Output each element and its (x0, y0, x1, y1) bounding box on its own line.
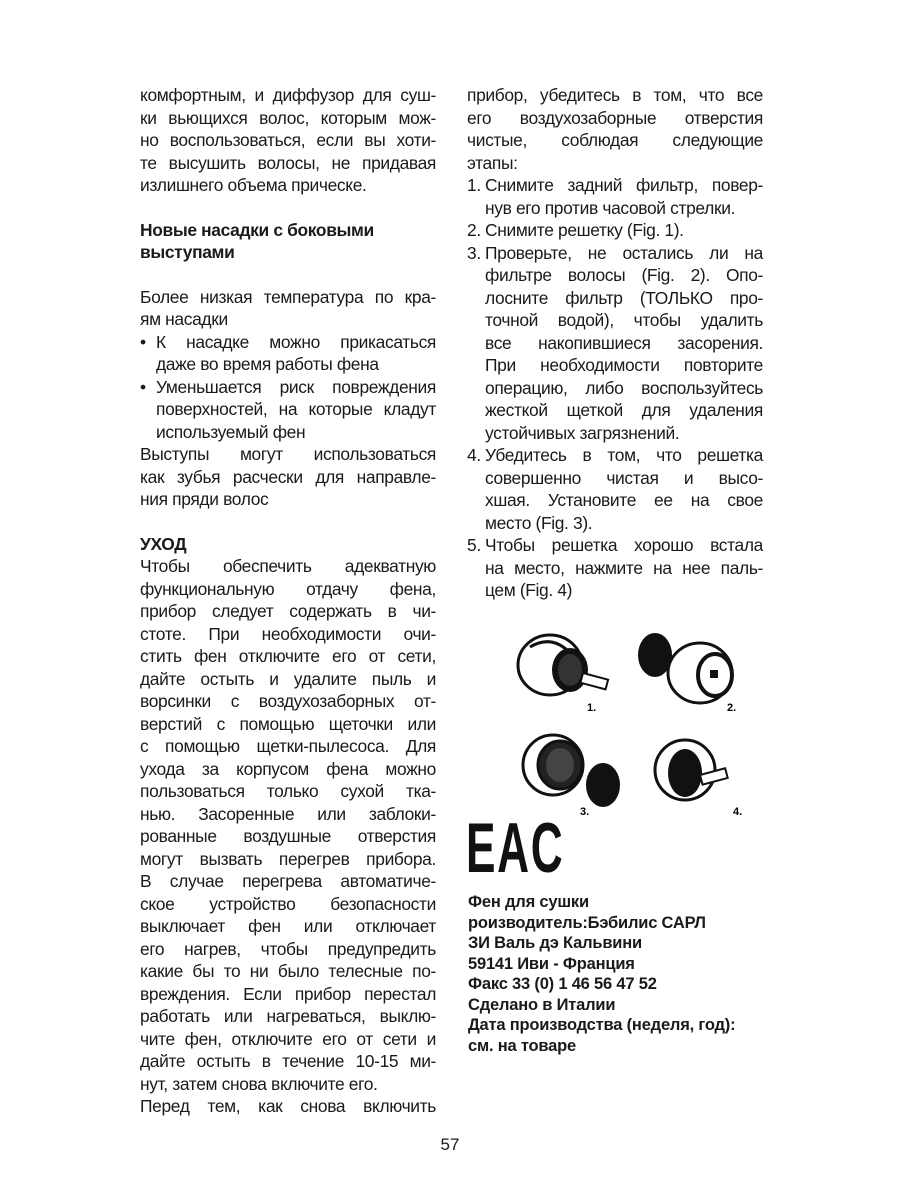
fax: Факс 33 (0) 1 46 56 47 52 (468, 975, 657, 993)
text-line: его воздухозаборные отверстия (467, 107, 763, 128)
left-column (140, 84, 436, 1118)
text-line: используемый фен (156, 421, 306, 442)
right-column (467, 84, 763, 602)
text-line: цем (Fig. 4) (485, 580, 573, 600)
text-line: ки вьющихся волос, которым мож- (140, 107, 436, 128)
text-line: комфортным, и диффузор для суш- (140, 85, 436, 105)
text-line: Снимите задний фильтр, повер- (485, 175, 763, 195)
filter-cleaning-figures (505, 625, 760, 820)
address-city: 59141 Иви - Франция (468, 954, 635, 973)
list-item (467, 219, 763, 242)
text-line: ухода за корпусом фена можно (140, 758, 436, 779)
text-line: вреждения. Если прибор перестал (140, 983, 436, 1004)
page-number: 57 (440, 1135, 460, 1154)
text-line: Убедитесь в том, что решетка (485, 445, 763, 465)
text-line: выступами (140, 242, 235, 262)
list-number: 3. (467, 242, 481, 263)
text-line: те высушить волосы, не придавая (140, 152, 436, 173)
text-line: но воспользоваться, если вы хоти- (140, 130, 436, 150)
text-line: этапы: (467, 152, 518, 173)
bullet-marker: • (140, 331, 146, 352)
text-line: излишнего объема прическе. (140, 175, 367, 195)
text-line: нув его против часовой стрелки. (485, 197, 736, 218)
text-line: какие бы то ни было телесные по- (140, 961, 436, 981)
text-line: чите фен, отключите его от сети и (140, 1028, 436, 1049)
text-line: Выступы могут использоваться (140, 444, 436, 464)
text-line: хшая. Установите ее на свое (485, 490, 763, 510)
text-line: дайте остыть в течение 10-15 ми- (140, 1051, 436, 1071)
text-line: работать или нагреваться, выклю- (140, 1006, 436, 1026)
production-date-label: Дата производства (неделя, год): (468, 1016, 736, 1034)
text-line: функциональную отдачу фена, (140, 578, 436, 599)
list-item (467, 242, 763, 445)
text-line: выключает фен или отключает (140, 916, 436, 936)
text-line: с помощью щетки-пылесоса. Для (140, 736, 436, 756)
fig-1-remove-grille (518, 635, 608, 714)
section-heading (140, 219, 436, 264)
text-line: Уменьшается риск повреждения (156, 376, 436, 397)
text-line: ям насадки (140, 309, 228, 329)
text-line: стоте. При необходимости очи- (140, 623, 436, 644)
manufacturer: роизводитель:Бэбилис САРЛ (468, 913, 706, 932)
text-line: Проверьте, не остались ли на (485, 242, 763, 263)
manufacturer-info (468, 892, 735, 1056)
text-line: Чтобы обеспечить адекватную (140, 556, 436, 576)
list-number: 5. (467, 535, 481, 555)
text-line: могут вызвать перегрев прибора. (140, 848, 436, 869)
text-line: При необходимости повторите (485, 355, 763, 375)
text-line: все накопившиеся засорения. (485, 332, 763, 353)
paragraph (140, 286, 436, 331)
text-line: К насадке можно прикасаться (156, 331, 436, 352)
made-in: Сделано в Италии (468, 995, 616, 1014)
text-line: Более низкая температура по кра- (140, 286, 436, 307)
production-date-value: см. на товаре (468, 1036, 576, 1055)
text-line: прибор следует содержать в чи- (140, 601, 436, 621)
paragraph (140, 1095, 436, 1118)
fig-label-3: 3. (580, 806, 590, 818)
text-line: дайте остыть и удалите пыль и (140, 668, 436, 689)
text-line: операцию, либо воспользуйтесь (485, 377, 763, 398)
text-line: Новые насадки с боковыми (140, 219, 374, 240)
paragraph (467, 84, 763, 174)
fig-label-4: 4. (733, 806, 743, 818)
text-line: место (Fig. 3). (485, 512, 593, 533)
text-line: его нагрев, чтобы предупредить (140, 938, 436, 959)
list-item (140, 331, 436, 376)
list-number: 1. (467, 175, 481, 195)
text-line: ское устройство безопасности (140, 893, 436, 914)
fig-2-filter-disc (638, 633, 736, 714)
text-line: ворсинки с воздухозаборных от- (140, 691, 436, 711)
text-line: как зубья расчески для направле- (140, 466, 436, 487)
list-item (467, 444, 763, 534)
text-line: рованные воздушные отверстия (140, 826, 436, 846)
paragraph (140, 555, 436, 1095)
text-line: нут, затем снова включите его. (140, 1073, 378, 1094)
text-line: жесткой щеткой для удаления (485, 400, 763, 420)
eac-certification-mark: EAC (466, 809, 565, 889)
text-line: Снимите решетку (Fig. 1). (485, 220, 684, 240)
text-line: стить фен отключите его от сети, (140, 646, 436, 666)
text-line: лосните фильтр (ТОЛЬКО про- (485, 287, 763, 308)
text-line: УХОД (140, 533, 187, 554)
text-line: на место, нажмите на нее паль- (485, 557, 763, 578)
text-line: верстий с помощью щеточки или (140, 713, 436, 734)
text-line: В случае перегрева автоматиче- (140, 871, 436, 891)
text-line: Чтобы решетка хорошо встала (485, 535, 763, 555)
list-item (140, 376, 436, 444)
text-line: нью. Засоренные или заблоки- (140, 803, 436, 824)
text-line: Перед тем, как снова включить (140, 1096, 436, 1116)
paragraph (140, 84, 436, 197)
list-item (467, 174, 763, 219)
text-line: поверхностей, на которые кладут (156, 399, 436, 419)
text-line: чистые, соблюдая следующие (467, 130, 763, 150)
text-line: даже во время работы фена (156, 354, 379, 374)
address-line: ЗИ Валь дэ Кальвини (468, 934, 642, 952)
text-line: устойчивых загрязнений. (485, 422, 680, 443)
text-line: ния пряди волос (140, 489, 269, 509)
fig-4-press-grille (655, 740, 742, 818)
bullet-marker: • (140, 376, 146, 397)
text-line: совершенно чистая и высо- (485, 467, 763, 488)
fig-label-2: 2. (727, 702, 737, 714)
section-heading (140, 533, 436, 556)
fig-label-1: 1. (587, 702, 597, 714)
text-line: пользоваться только сухой тка- (140, 781, 436, 801)
list-item (467, 534, 763, 602)
paragraph (140, 443, 436, 511)
product-name: Фен для сушки (468, 893, 589, 911)
list-number: 2. (467, 220, 481, 240)
text-line: точной водой), чтобы удалить (485, 310, 763, 330)
text-line: прибор, убедитесь в том, что все (467, 85, 763, 105)
list-number: 4. (467, 445, 481, 465)
text-line: фильтре волосы (Fig. 2). Опо- (485, 265, 763, 285)
